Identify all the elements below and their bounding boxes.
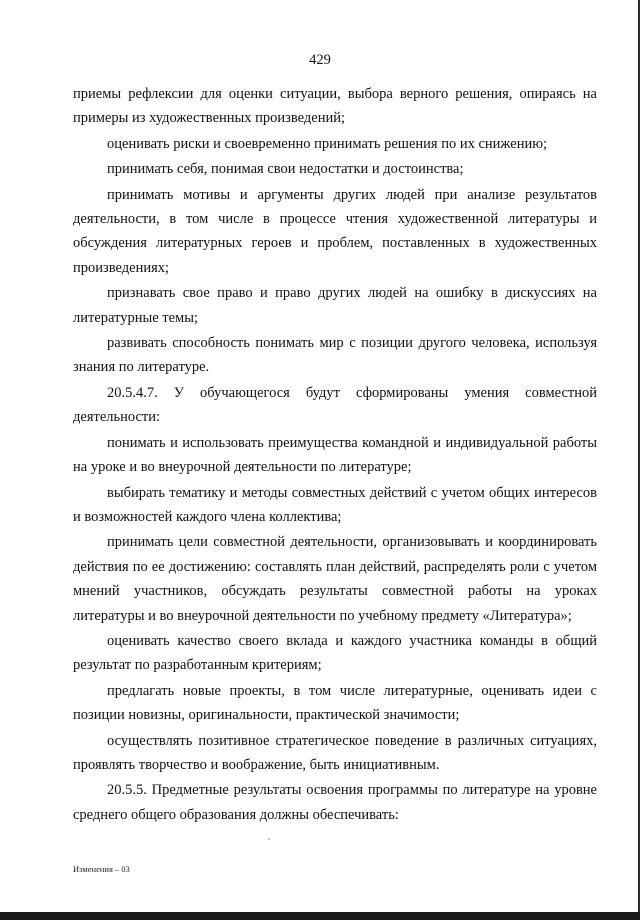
paragraph: развивать способность понимать мир с позиции другого человека, используя знания по литературе. bbox=[73, 335, 597, 376]
paragraph: оценивать риски и своевременно принимать решения по их снижению; bbox=[107, 135, 548, 152]
scan-speck bbox=[268, 838, 270, 840]
document-body bbox=[73, 82, 597, 828]
paragraph: принимать мотивы и аргументы других людей при анализе результатов деятельности, в том числе в процессе чтения художественной литературы и обсуждения литературных героев и проблем, поставленных в художественных произведениях; bbox=[73, 186, 597, 276]
paragraph: оценивать качество своего вклада и каждого участника команды в общий результат по разработанным критериям; bbox=[73, 632, 597, 674]
paragraph: понимать и использовать преимущества командной и индивидуальной работы на уроке и во внеурочной деятельности по литературе; bbox=[73, 434, 597, 476]
section-heading: 20.5.5. Предметные результаты освоения программы по литературе на уровне среднего общего образования должны обеспечивать: bbox=[73, 782, 597, 823]
page-number: 429 bbox=[309, 52, 331, 68]
paragraph: предлагать новые проекты, в том числе литературные, оценивать идеи с позиции новизны, оригинальности, практической значимости; bbox=[73, 682, 597, 724]
scan-edge-bottom bbox=[0, 912, 640, 920]
paragraph: осуществлять позитивное стратегическое поведение в различных ситуациях, проявлять творчество и воображение, быть инициативным. bbox=[73, 732, 597, 773]
section-heading: 20.5.4.7. У обучающегося будут сформированы умения совместной деятельности: bbox=[73, 384, 597, 426]
paragraph: выбирать тематику и методы совместных действий с учетом общих интересов и возможностей каждого члена коллектива; bbox=[73, 484, 597, 525]
paragraph: признавать свое право и право других людей на ошибку в дискуссиях на литературные темы; bbox=[73, 285, 597, 326]
paragraph: принимать цели совместной деятельности, организовывать и координировать действия по ее достижению: составлять план действий, распределять роли с учетом мнений участников, обсуждать результаты совместной работы на уроках литературы и во внеурочной деятельности по учебному предмету «Литература»; bbox=[73, 534, 597, 624]
paragraph: принимать себя, понимая свои недостатки и достоинства; bbox=[107, 161, 464, 178]
footer-revision-note: Изменения – 03 bbox=[73, 864, 130, 874]
paragraph: приемы рефлексии для оценки ситуации, выбора верного решения, опираясь на примеры из художественных произведений; bbox=[73, 86, 597, 127]
